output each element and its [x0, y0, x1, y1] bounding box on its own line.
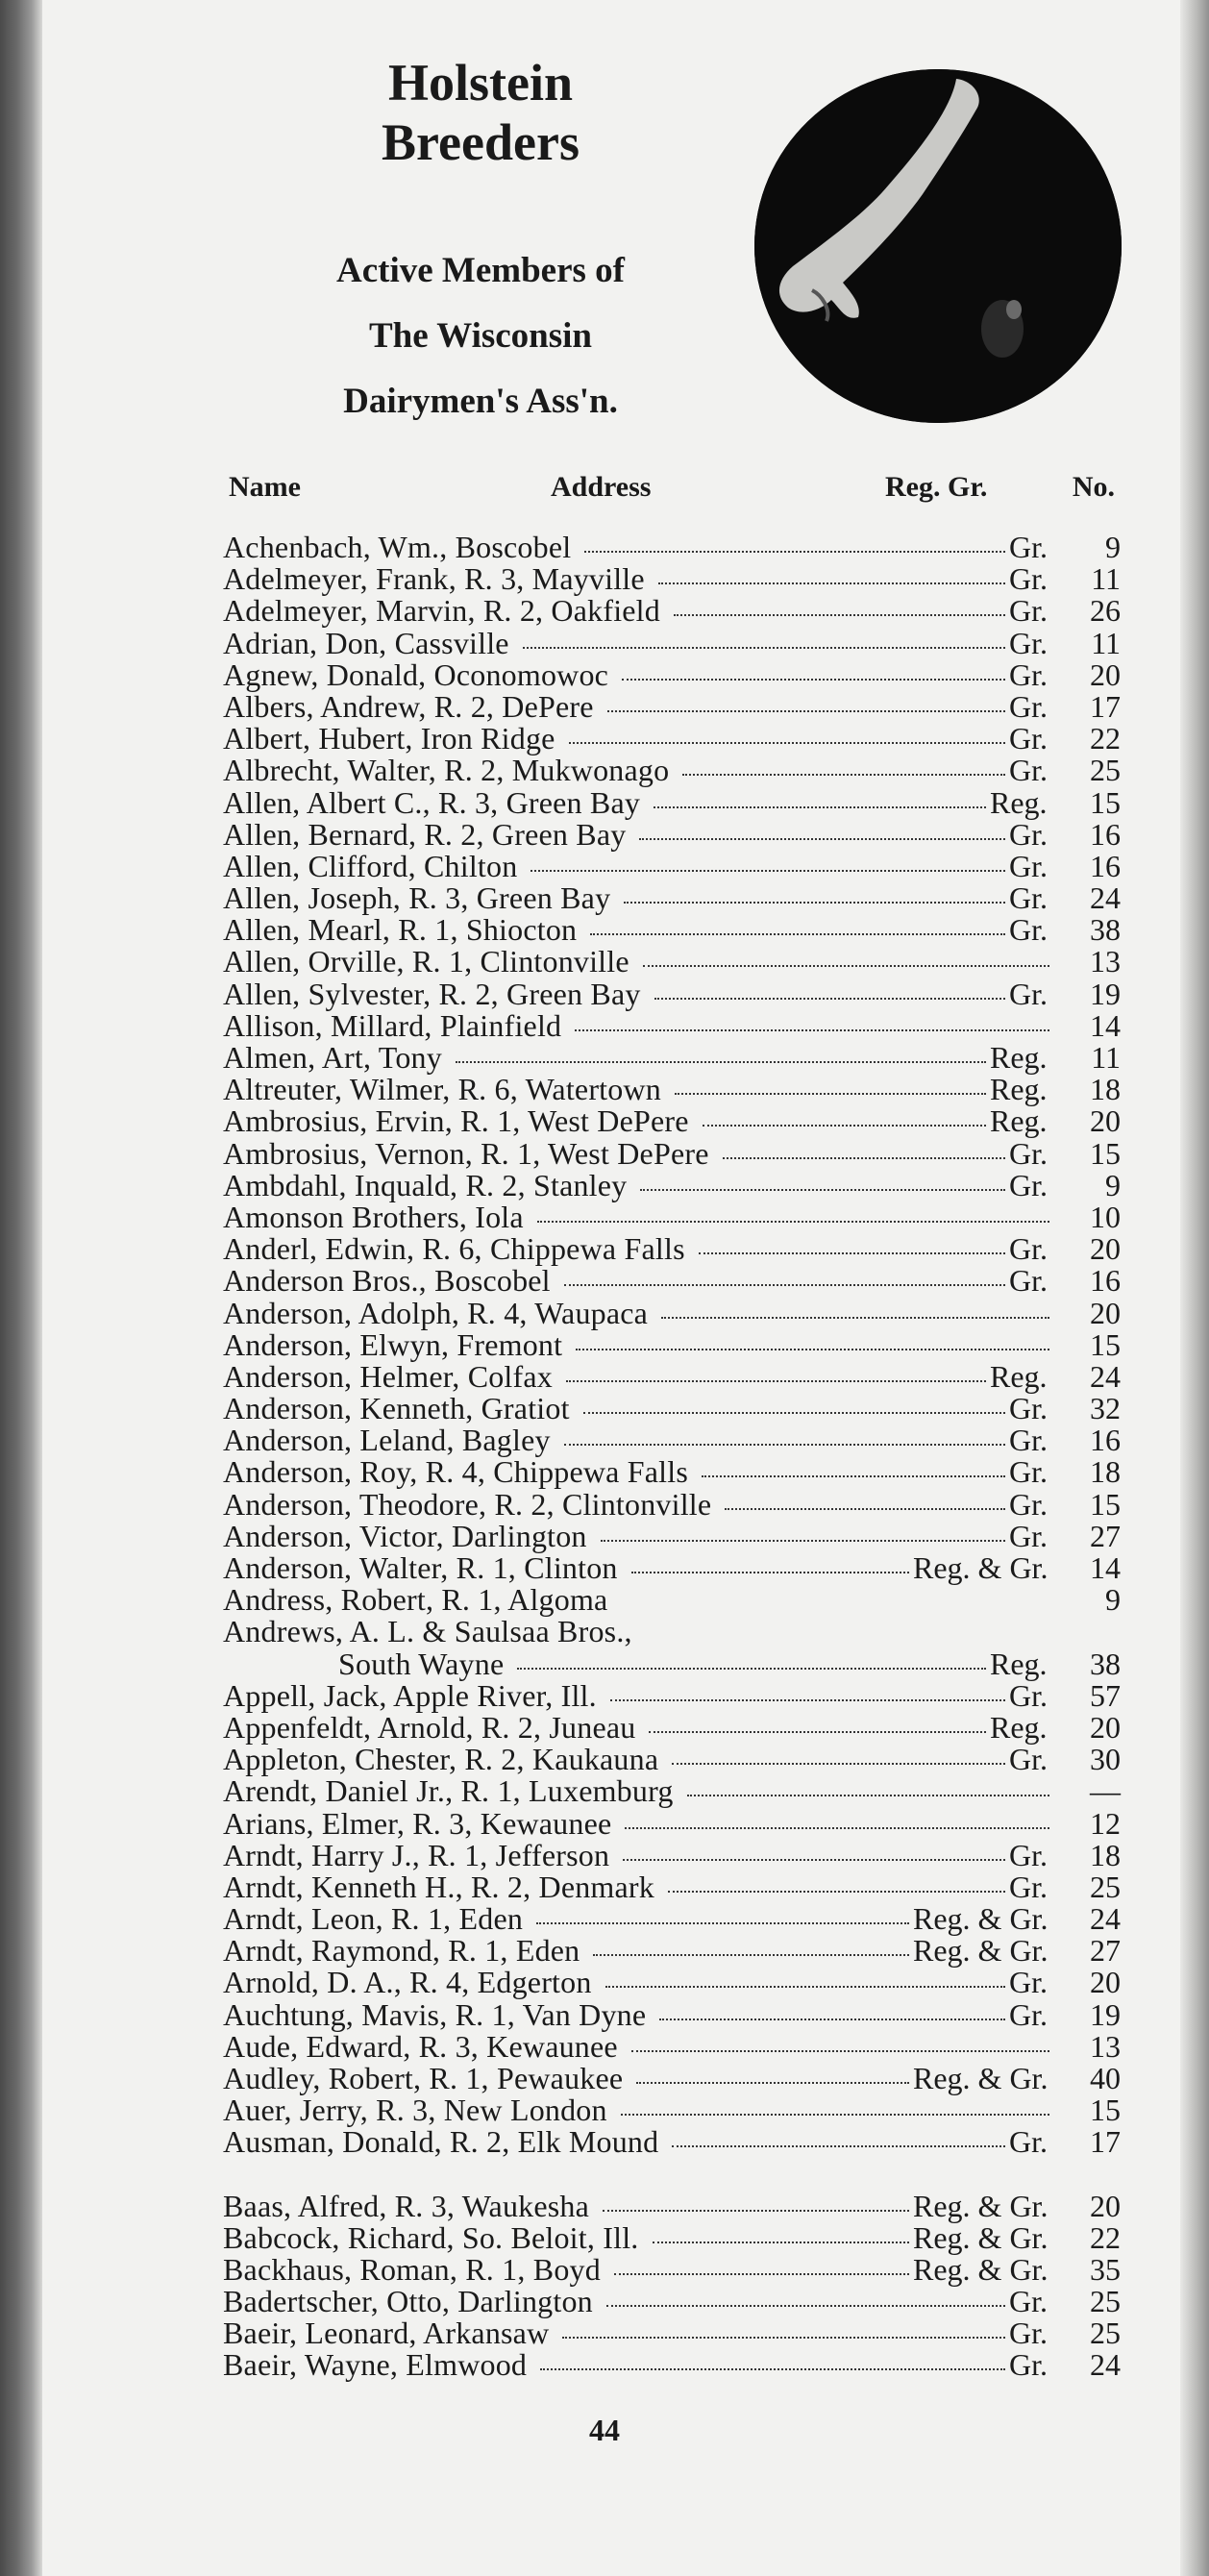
member-number: 26	[1090, 593, 1121, 629]
dot-leader	[672, 1763, 1005, 1765]
member-name-address: Allen, Albert C., R. 3, Green Bay	[223, 784, 641, 820]
member-number: 9	[1105, 530, 1121, 564]
dot-leader	[606, 2305, 1005, 2307]
member-number: 18	[1090, 1837, 1121, 1872]
member-name-address: Appleton, Chester, R. 2, Kaukauna	[223, 1742, 659, 1777]
member-registration: Gr.	[1009, 1135, 1048, 1171]
member-registration: Gr.	[1009, 1677, 1048, 1713]
member-number: 11	[1091, 1040, 1121, 1075]
dot-leader	[643, 965, 1049, 967]
member-number: 35	[1090, 2251, 1121, 2287]
dot-leader	[523, 647, 1005, 649]
member-row	[223, 1775, 1128, 1807]
member-registration: Reg. & Gr.	[913, 1901, 1049, 1937]
member-registration: Gr.	[1009, 1837, 1048, 1872]
member-number: —	[1090, 1773, 1121, 1809]
member-number: 40	[1090, 2061, 1121, 2095]
member-number: 18	[1090, 1072, 1121, 1107]
member-name-address: Arndt, Harry J., R. 1, Jefferson	[223, 1837, 610, 1872]
header-reg-gr: Reg. Gr.	[885, 471, 988, 503]
member-name-address: Auer, Jerry, R. 3, New London	[223, 2093, 607, 2128]
member-name-address: Arendt, Daniel Jr., R. 1, Luxemburg	[223, 1773, 674, 1809]
member-name-address: Ambrosius, Vernon, R. 1, West DePere	[223, 1135, 709, 1171]
member-registration: Reg. & Gr.	[913, 2251, 1049, 2287]
member-row	[223, 1326, 1128, 1362]
member-row	[223, 1648, 1128, 1680]
page-number: 44	[589, 2413, 620, 2447]
member-registration: Gr.	[1009, 1231, 1048, 1267]
member-registration: Gr.	[1009, 1263, 1048, 1299]
member-registration: Reg. & Gr.	[913, 2219, 1049, 2255]
member-row	[223, 2159, 1128, 2222]
member-registration: Gr.	[1009, 1167, 1048, 1202]
member-row	[223, 1805, 1128, 1841]
member-number: 24	[1090, 880, 1121, 916]
member-name-address: Allen, Mearl, R. 1, Shiocton	[223, 912, 578, 948]
dot-leader	[672, 2145, 1005, 2147]
member-number: 16	[1090, 1263, 1121, 1299]
member-registration: Gr.	[1009, 593, 1048, 629]
member-number: 15	[1090, 784, 1121, 820]
member-row	[223, 946, 1128, 978]
member-row	[223, 1996, 1128, 2032]
member-registration: Reg. & Gr.	[913, 1933, 1049, 1969]
member-row	[223, 1677, 1128, 1713]
member-number: 11	[1091, 625, 1121, 660]
member-number: 19	[1090, 1996, 1121, 2032]
dot-leader	[725, 1508, 1005, 1510]
dot-leader	[624, 902, 1005, 904]
header-address: Address	[551, 471, 652, 503]
dot-leader	[564, 1444, 1005, 1446]
member-registration: Gr.	[1009, 1742, 1048, 1777]
member-name-address: Anderson Bros., Boscobel	[223, 1263, 551, 1299]
member-number: 32	[1090, 1391, 1121, 1426]
member-name-address: Allen, Clifford, Chilton	[223, 848, 518, 883]
member-row	[223, 1518, 1128, 1553]
member-name-address: Arndt, Kenneth H., R. 2, Denmark	[223, 1869, 654, 1904]
member-number: 17	[1090, 2124, 1121, 2160]
member-registration: Reg.	[990, 1646, 1048, 1681]
member-registration: Gr.	[1009, 2347, 1048, 2383]
member-registration: Reg.	[990, 1040, 1048, 1075]
dot-leader	[653, 2242, 909, 2243]
member-registration: Gr.	[1009, 1869, 1048, 1904]
member-name-address: Anderson, Elwyn, Fremont	[223, 1326, 563, 1362]
member-number: 20	[1090, 1231, 1121, 1267]
member-row	[223, 755, 1128, 786]
page-title: Holstein Breeders	[382, 54, 580, 171]
member-row	[223, 656, 1128, 692]
member-name-address: Backhaus, Roman, R. 1, Boyd	[223, 2251, 601, 2287]
member-row	[223, 1358, 1128, 1394]
member-registration: Reg.	[990, 1358, 1048, 1394]
member-row	[223, 1837, 1128, 1872]
member-row	[223, 2283, 1128, 2318]
dot-leader	[702, 1475, 1005, 1477]
dot-leader	[576, 1349, 1049, 1350]
member-registration: Gr.	[1009, 1965, 1048, 2000]
member-name-address: Badertscher, Otto, Darlington	[223, 2283, 593, 2318]
header-name: Name	[229, 471, 301, 503]
member-registration: Gr.	[1009, 656, 1048, 692]
page-edge	[1180, 0, 1209, 2576]
dot-leader	[687, 1795, 1049, 1796]
member-number: 13	[1090, 2028, 1121, 2064]
member-registration: Gr.	[1009, 1996, 1048, 2032]
member-registration: Gr.	[1009, 1423, 1048, 1458]
dot-leader	[536, 1922, 909, 1924]
member-row	[223, 1935, 1128, 1967]
dot-leader	[668, 1891, 1005, 1893]
dot-leader	[699, 1252, 1005, 1254]
member-registration: Reg. & Gr.	[913, 1550, 1049, 1585]
member-row	[223, 1744, 1128, 1775]
member-row	[223, 1616, 1128, 1647]
member-name-address: Aude, Edward, R. 3, Kewaunee	[223, 2028, 618, 2064]
member-registration: Gr.	[1009, 2124, 1048, 2160]
member-name-address: Anderson, Kenneth, Gratiot	[223, 1391, 570, 1426]
member-name-address: Anderson, Helmer, Colfax	[223, 1358, 553, 1394]
member-registration: Gr.	[1009, 976, 1048, 1011]
member-registration: Reg. & Gr.	[913, 2061, 1049, 2095]
member-name-address: Arndt, Leon, R. 1, Eden	[223, 1901, 524, 1937]
member-name-address: Anderl, Edwin, R. 6, Chippewa Falls	[223, 1231, 685, 1267]
member-number: 14	[1090, 1550, 1121, 1585]
member-name-address: Babcock, Richard, So. Beloit, Ill.	[223, 2219, 639, 2255]
member-list	[223, 532, 1128, 2382]
member-registration: Gr.	[1009, 625, 1048, 660]
member-number: 22	[1090, 2219, 1121, 2255]
member-row	[223, 2219, 1128, 2255]
dot-leader	[605, 1986, 1005, 1988]
dot-leader	[569, 742, 1005, 744]
member-name-address: Anderson, Victor, Darlington	[223, 1518, 587, 1553]
dot-leader	[564, 1284, 1005, 1286]
member-name-address: Albers, Andrew, R. 2, DePere	[223, 688, 594, 724]
member-row	[223, 2349, 1128, 2381]
member-registration: Reg.	[990, 1709, 1048, 1745]
member-number: 38	[1090, 1646, 1121, 1681]
dot-leader	[610, 1699, 1005, 1701]
dot-leader	[603, 2210, 909, 2212]
dot-leader	[621, 2114, 1049, 2116]
member-row	[223, 816, 1128, 852]
member-row	[223, 848, 1128, 883]
member-name-address: Adelmeyer, Frank, R. 3, Mayville	[223, 561, 645, 597]
member-row	[223, 1265, 1128, 1297]
member-name-address: South Wayne	[338, 1646, 505, 1681]
member-number: 27	[1090, 1933, 1121, 1969]
member-name-address: Baeir, Wayne, Elmwood	[223, 2347, 528, 2383]
member-row	[223, 2126, 1128, 2158]
member-number: 9	[1105, 1167, 1121, 1202]
member-name-address: Anderson, Roy, R. 4, Chippewa Falls	[223, 1454, 689, 1490]
member-registration: Gr.	[1009, 1486, 1048, 1522]
member-row	[223, 1105, 1128, 1137]
dot-leader	[640, 1189, 1005, 1191]
member-number: 38	[1090, 912, 1121, 948]
member-number: 15	[1090, 1135, 1121, 1171]
dot-leader	[623, 1859, 1005, 1861]
member-number: 20	[1090, 1103, 1121, 1139]
member-row	[223, 1903, 1128, 1935]
member-row	[223, 723, 1128, 755]
member-row	[223, 1074, 1128, 1105]
member-row	[223, 1167, 1128, 1202]
dot-leader	[625, 1827, 1049, 1829]
member-number: 17	[1090, 688, 1121, 724]
member-number: 15	[1090, 2093, 1121, 2128]
member-row	[223, 1584, 1128, 1616]
member-name-address: Altreuter, Wilmer, R. 6, Watertown	[223, 1072, 661, 1107]
member-row	[223, 1007, 1128, 1043]
member-name-address: Allen, Sylvester, R. 2, Green Bay	[223, 976, 641, 1011]
cow-photo	[754, 69, 1122, 423]
member-row	[223, 1233, 1128, 1265]
dot-leader	[456, 1061, 986, 1063]
member-row	[223, 2251, 1128, 2287]
member-name-address: Anderson, Leland, Bagley	[223, 1423, 551, 1458]
dot-leader	[622, 679, 1005, 681]
member-row	[223, 914, 1128, 946]
dot-leader	[639, 838, 1005, 840]
member-number: 24	[1090, 1358, 1121, 1394]
dot-leader	[530, 870, 1005, 872]
member-name-address: Albert, Hubert, Iron Ridge	[223, 721, 555, 756]
dot-leader	[614, 2273, 909, 2275]
dot-leader	[649, 1731, 986, 1733]
member-registration: Gr.	[1009, 1454, 1048, 1490]
member-name-address: Anderson, Adolph, R. 4, Waupaca	[223, 1295, 649, 1330]
member-number: 20	[1090, 1965, 1121, 2000]
dot-leader	[593, 1954, 909, 1956]
dot-leader	[675, 1093, 986, 1095]
member-name-address: Ausman, Donald, R. 2, Elk Mound	[223, 2124, 659, 2160]
member-registration: Gr.	[1009, 848, 1048, 883]
member-number: 25	[1090, 753, 1121, 788]
member-name-address: Allen, Bernard, R. 2, Green Bay	[223, 816, 627, 852]
member-row	[223, 1456, 1128, 1488]
member-number: 22	[1090, 721, 1121, 756]
dot-leader	[540, 2368, 1005, 2370]
member-registration: Gr.	[1009, 816, 1048, 852]
member-registration: Reg. & Gr.	[913, 2188, 1049, 2223]
cow-illustration	[754, 69, 1122, 423]
book-spine	[0, 0, 42, 2576]
dot-leader	[590, 933, 1005, 935]
member-registration: Gr.	[1009, 753, 1048, 788]
member-row	[223, 2063, 1128, 2094]
member-row	[223, 1424, 1128, 1456]
member-number: 9	[1105, 1582, 1121, 1618]
member-name-address: Appenfeldt, Arnold, R. 2, Juneau	[223, 1709, 636, 1745]
dot-leader	[682, 774, 1005, 776]
member-name-address: Arians, Elmer, R. 3, Kewaunee	[223, 1805, 612, 1841]
member-registration: Gr.	[1009, 2316, 1048, 2351]
member-name-address: Amonson Brothers, Iola	[223, 1199, 524, 1234]
member-registration: Gr.	[1009, 2283, 1048, 2318]
member-name-address: Almen, Art, Tony	[223, 1040, 442, 1075]
member-number: 11	[1091, 561, 1121, 597]
member-name-address: Auchtung, Mavis, R. 1, Van Dyne	[223, 1996, 647, 2032]
member-name-address: Anderson, Theodore, R. 2, Clintonville	[223, 1486, 712, 1522]
member-registration: Reg.	[990, 1103, 1048, 1139]
dot-leader	[517, 1668, 986, 1670]
member-number: 13	[1090, 944, 1121, 979]
dot-leader	[601, 1540, 1005, 1542]
dot-leader	[654, 998, 1005, 1000]
member-name-address: Andress, Robert, R. 1, Algoma	[223, 1582, 608, 1618]
member-row	[223, 1042, 1128, 1074]
member-number: 20	[1090, 656, 1121, 692]
dot-leader	[658, 582, 1005, 584]
member-name-address: Baeir, Leonard, Arkansaw	[223, 2316, 550, 2351]
member-name-address: Adrian, Don, Cassville	[223, 625, 509, 660]
member-row	[223, 2028, 1128, 2064]
member-registration: Gr.	[1009, 912, 1048, 948]
member-number: 19	[1090, 976, 1121, 1011]
member-number: 15	[1090, 1486, 1121, 1522]
member-number: 18	[1090, 1454, 1121, 1490]
member-registration: Gr.	[1009, 1391, 1048, 1426]
member-row	[223, 688, 1128, 724]
member-number: 16	[1090, 848, 1121, 883]
member-row	[223, 625, 1128, 660]
member-number: 57	[1090, 1677, 1121, 1713]
member-name-address: Albrecht, Walter, R. 2, Mukwonago	[223, 753, 670, 788]
member-registration: Gr.	[1009, 880, 1048, 916]
member-row	[223, 1486, 1128, 1522]
member-name-address: Baas, Alfred, R. 3, Waukesha	[223, 2188, 590, 2223]
member-number: 27	[1090, 1518, 1121, 1553]
member-row	[223, 1135, 1128, 1171]
member-name-address: Allen, Orville, R. 1, Clintonville	[223, 944, 629, 979]
member-row	[223, 2094, 1128, 2126]
member-registration: Gr.	[1009, 561, 1048, 597]
dot-leader	[661, 1317, 1049, 1319]
dot-leader	[575, 1029, 1049, 1031]
member-row	[223, 1201, 1128, 1233]
dot-leader	[674, 614, 1005, 616]
member-number: 10	[1090, 1199, 1121, 1234]
dot-leader	[566, 1380, 986, 1382]
member-number: 25	[1090, 2316, 1121, 2351]
member-row	[223, 882, 1128, 914]
member-name-address: Agnew, Donald, Oconomowoc	[223, 656, 609, 692]
member-row	[223, 2317, 1128, 2349]
member-row	[223, 978, 1128, 1010]
header-no: No.	[1072, 471, 1115, 503]
dot-leader	[723, 1157, 1005, 1159]
member-number: 20	[1090, 2188, 1121, 2223]
member-name-address: Appell, Jack, Apple River, Ill.	[223, 1677, 597, 1713]
member-row	[223, 1295, 1128, 1330]
member-name-address: Adelmeyer, Marvin, R. 2, Oakfield	[223, 593, 660, 629]
member-row	[223, 532, 1128, 563]
member-registration: Reg.	[990, 784, 1048, 820]
dot-leader	[537, 1221, 1049, 1223]
dot-leader	[659, 2019, 1005, 2020]
member-row	[223, 1393, 1128, 1424]
member-number: 24	[1090, 2347, 1121, 2383]
member-number: 30	[1090, 1742, 1121, 1777]
member-name-address: Arndt, Raymond, R. 1, Eden	[223, 1933, 580, 1969]
member-row	[223, 784, 1128, 820]
member-number: 20	[1090, 1709, 1121, 1745]
column-headers	[229, 471, 1124, 513]
member-row	[223, 1552, 1128, 1584]
dot-leader	[607, 710, 1005, 712]
member-name-address: Anderson, Walter, R. 1, Clinton	[223, 1550, 618, 1585]
member-registration: Reg.	[990, 1072, 1048, 1107]
member-number: 16	[1090, 816, 1121, 852]
page-subtitle: Active Members of The Wisconsin Dairymen's Ass'n.	[336, 251, 625, 421]
member-number: 25	[1090, 2283, 1121, 2318]
member-name-address: Achenbach, Wm., Boscobel	[223, 530, 572, 564]
member-registration: Gr.	[1009, 688, 1048, 724]
member-row	[223, 1967, 1128, 1998]
member-number: 16	[1090, 1423, 1121, 1458]
member-row	[223, 1871, 1128, 1903]
member-name-address: Allison, Millard, Plainfield	[223, 1007, 562, 1043]
member-name-address: Ambdahl, Inquald, R. 2, Stanley	[223, 1167, 628, 1202]
member-name-address: Audley, Robert, R. 1, Pewaukee	[223, 2061, 624, 2095]
member-number: 12	[1090, 1805, 1121, 1841]
member-number: 24	[1090, 1901, 1121, 1937]
member-number: 25	[1090, 1869, 1121, 1904]
dot-leader	[631, 1572, 909, 1573]
dot-leader	[583, 1412, 1005, 1414]
member-name-address: Arnold, D. A., R. 4, Edgerton	[223, 1965, 592, 2000]
dot-leader	[636, 2082, 909, 2084]
member-name-address: Ambrosius, Ervin, R. 1, West DePere	[223, 1103, 689, 1139]
dot-leader	[584, 551, 1005, 553]
dot-leader	[631, 2050, 1049, 2052]
member-number: 15	[1090, 1326, 1121, 1362]
dot-leader	[654, 806, 986, 808]
member-row	[223, 1709, 1128, 1745]
member-row	[223, 563, 1128, 595]
member-name-address: Allen, Joseph, R. 3, Green Bay	[223, 880, 611, 916]
member-registration: Gr.	[1009, 530, 1048, 564]
member-registration: Gr.	[1009, 721, 1048, 756]
member-row	[223, 595, 1128, 627]
member-registration: Gr.	[1009, 1518, 1048, 1553]
member-number: 20	[1090, 1295, 1121, 1330]
dot-leader	[562, 2337, 1005, 2339]
member-name-address: Andrews, A. L. & Saulsaa Bros.,	[223, 1614, 632, 1649]
member-number: 14	[1090, 1007, 1121, 1043]
dot-leader	[703, 1125, 986, 1127]
